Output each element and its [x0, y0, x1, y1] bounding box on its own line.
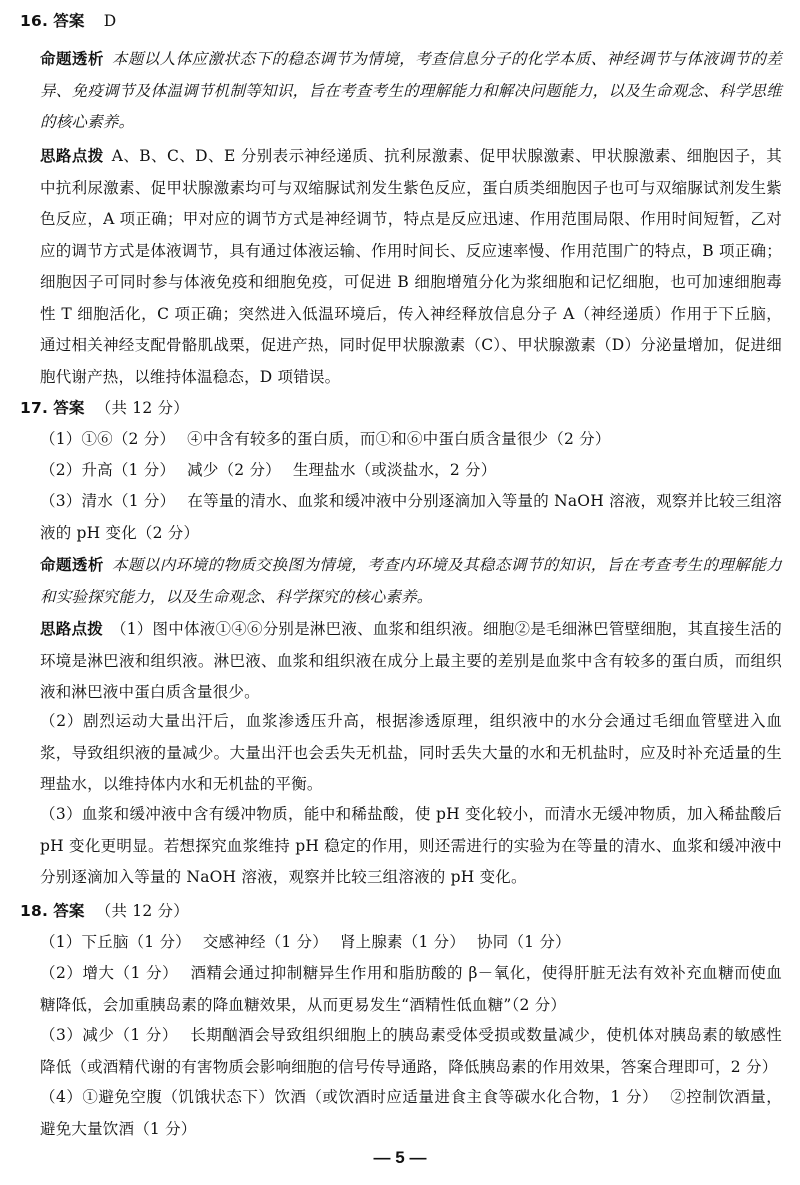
- q18-a1c: 肾上腺素（1 分）: [339, 933, 466, 951]
- q17-hint-3: （3）血浆和缓冲液中含有缓冲物质，能中和稀盐酸，使 pH 变化较小，而清水无缓冲物质，加入稀盐酸后 pH 变化更明显。若想探究血浆维持 pH 稳定的作用，则还需进行的实验为在等量的清水、血浆和缓冲液中分别逐滴加入等量的 NaOH 溶液，观察并比较三组溶液的 pH 变化。: [40, 805, 782, 886]
- q18-a2b: 酒精会通过抑制糖异生作用和脂肪酸的 β－氧化，使得肝脏无法有效补充血糖而使血糖降低，会加重胰岛素的降血糖效果，从而更易发生“酒精性低血糖”（2 分）: [40, 964, 782, 1014]
- q18-answer-1: [40, 927, 782, 959]
- q17-a1: （1）①⑥（2 分）: [40, 430, 176, 448]
- q18-a4: （4）①避免空腹（饥饿状态下）饮酒（或饮酒时应适量进食主食等碳水化合物，1 分）: [40, 1088, 658, 1106]
- q16-answer: D: [103, 12, 117, 30]
- q17-number: 17.: [20, 399, 49, 417]
- q18-score: （共 12 分）: [95, 902, 189, 920]
- q16-analysis: [40, 44, 782, 139]
- q17-hint-2: （2）剧烈运动大量出汗后，血浆渗透压升高，根据渗透原理，组织液中的水分会通过毛细血管壁进入血浆，导致组织液的量减少。大量出汗也会丢失无机盐，同时丢失大量的水和无机盐时，应及时补充适量的生理盐水，以维持体内水和无机盐的平衡。: [40, 712, 782, 793]
- q18-a3: （3）减少（1 分）: [40, 1026, 178, 1044]
- q16-analysis-label: 命题透析: [40, 50, 104, 68]
- q18-a1b: 交感神经（1 分）: [202, 933, 328, 951]
- q17-analysis-label: 命题透析: [40, 556, 104, 574]
- q17-a2: （2）升高（1 分）: [40, 461, 176, 479]
- q18-answer-4: [40, 1082, 782, 1145]
- q17-a2c: 生理盐水（或淡盐水，2 分）: [292, 461, 497, 479]
- q17-analysis-text: 本题以内环境的物质交换图为情境，考查内环境及其稳态调节的知识，旨在考查考生的理解能力和实验探究能力，以及生命观念、科学探究的核心素养。: [40, 556, 782, 606]
- q17-answer-3: [40, 486, 782, 549]
- q17-answer-1: [40, 424, 782, 456]
- q17-hint-label: 思路点拨: [40, 620, 103, 638]
- page-number: — 5 —: [373, 1148, 427, 1167]
- q17-analysis: [40, 550, 782, 613]
- q18-answer-label: 答案: [53, 902, 85, 920]
- q18-a1d: 协同（1 分）: [477, 933, 571, 951]
- q16-analysis-text: 本题以人体应激状态下的稳态调节为情境，考查信息分子的化学本质、神经调节与体液调节的差异、免疫调节及体温调节机制等知识，旨在考查考生的理解能力和解决问题能力，以及生命观念、科学思维的核心素养。: [40, 50, 782, 131]
- q17-answer-line: [20, 393, 782, 425]
- q16-hint: [40, 141, 782, 393]
- q17-hint-1: [40, 614, 782, 709]
- q18-answer-2: [40, 958, 782, 1021]
- q17-answer-label: 答案: [53, 399, 85, 417]
- q16-number: 16.: [20, 12, 49, 30]
- q18-answer-line: [20, 896, 782, 928]
- q18-answer-3: [40, 1020, 782, 1083]
- q16-answer-line: [20, 6, 782, 38]
- q17-a3b: 在等量的清水、血浆和缓冲液中分别逐滴加入等量的 NaOH 溶液，观察并比较三组溶液的 pH 变化（2 分）: [40, 492, 782, 542]
- q18-a1: （1）下丘脑（1 分）: [40, 933, 191, 951]
- q17-a1b: ④中含有较多的蛋白质，而①和⑥中蛋白质含量很少（2 分）: [187, 430, 611, 448]
- q17-a2b: 减少（2 分）: [187, 461, 281, 479]
- q18-number: 18.: [20, 902, 49, 920]
- q17-a3: （3）清水（1 分）: [40, 492, 176, 510]
- q17-hint-1-text: （1）图中体液①④⑥分别是淋巴液、血浆和组织液。细胞②是毛细淋巴管壁细胞，其直接生活的环境是淋巴液和组织液。淋巴液、血浆和组织液在成分上最主要的差别是血浆中含有较多的蛋白质，而组织液和淋巴液中蛋白质含量很少。: [40, 620, 782, 701]
- q17-answer-2: [40, 455, 782, 487]
- q18-a4b: ②控制饮酒量，避免大量饮酒（1 分）: [40, 1088, 783, 1138]
- q18-a3b: 长期酗酒会导致组织细胞上的胰岛素受体受损或数量减少，使机体对胰岛素的敏感性降低（或酒精代谢的有害物质会影响细胞的信号传导通路，降低胰岛素的作用效果，答案合理即可，2 分）: [40, 1026, 783, 1076]
- q16-hint-label: 思路点拨: [40, 147, 104, 165]
- q16-hint-text: A、B、C、D、E 分别表示神经递质、抗利尿激素、促甲状腺激素、甲状腺激素、细胞因子，其中抗利尿激素、促甲状腺激素均可与双缩脲试剂发生紫色反应，蛋白质类细胞因子也可与双缩脲试剂发生紫色反应，A 项正确；甲对应的调节方式是神经调节，特点是反应迅速、作用范围局限、作用时间短暂，乙对应的调节方式是体液调节，具有通过体液运输、作用时间长、反应速率慢、作用范围广的特点，B 项正确；细胞因子可同时参与体液免疫和细胞免疫，可促进 B 细胞增殖分化为浆细胞和记忆细胞，也可加速细胞毒性 T 细胞活化，C 项正确；突然进入低温环境后，传入神经释放信息分子 A（神经递质）作用于下丘脑，通过相关神经支配骨骼肌战栗，促进产热，同时促甲状腺激素（C）、甲状腺激素（D）分泌量增加，促进细胞代谢产热，以维持体温稳态，D 项错误。: [40, 147, 782, 386]
- q18-a2: （2）增大（1 分）: [40, 964, 179, 982]
- q17-score: （共 12 分）: [95, 399, 189, 417]
- q16-answer-label: 答案: [53, 12, 85, 30]
